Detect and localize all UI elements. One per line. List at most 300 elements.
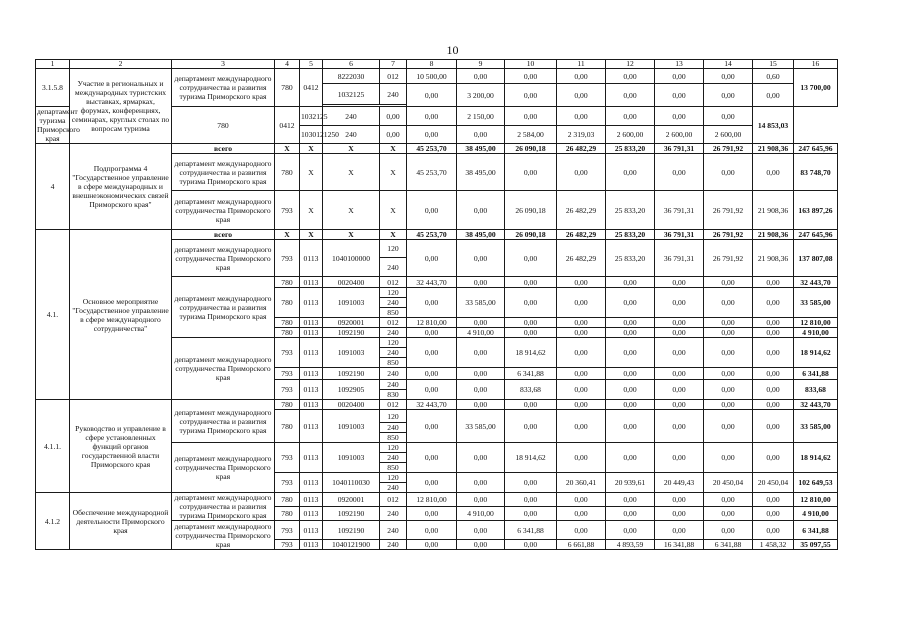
table-cell: 12 810,00 [794,493,838,507]
table-cell: 0,60 [753,69,794,84]
table-cell: 240 [380,423,407,433]
table-cell: 0,00 [380,126,407,144]
table-cell: 0113 [300,493,323,507]
table-cell: 0,00 [505,240,557,277]
table-cell: 240 [380,348,407,358]
table-cell: 0,00 [505,410,557,443]
table-cell: 10 500,00 [407,69,457,84]
table-cell: 32 443,70 [794,277,838,288]
table-cell: 0,00 [505,507,557,521]
table-cell: 0113 [300,380,323,400]
table-cell: X [300,191,323,230]
table-cell: 0,00 [457,443,505,473]
table-cell: 1092190 [323,328,380,338]
table-cell: 0,00 [753,154,794,191]
table-cell: 0,00 [505,84,557,107]
table-cell: 793 [275,443,300,473]
table-row [36,400,838,410]
table-cell: 1032125 [300,107,323,126]
table-cell: 137 807,08 [794,240,838,277]
table-cell: 240 [380,453,407,463]
table-cell: 0,00 [380,107,407,126]
table-cell: 793 [275,368,300,380]
table-row [36,230,838,240]
table-cell: 32 443,70 [794,400,838,410]
table-cell: 0412 [275,107,300,144]
table-cell: 4 910,00 [794,328,838,338]
table-cell: 0,00 [704,507,753,521]
table-cell: департамент международного сотрудничества Приморского края [172,521,275,550]
table-cell: 0,00 [753,507,794,521]
table-cell: 0,00 [655,154,704,191]
table-cell: 6 341,88 [794,368,838,380]
table-cell: 0,00 [655,521,704,540]
table-cell: 240 [380,368,407,380]
table-cell: 25 833,20 [606,230,655,240]
table-cell: 0,00 [704,84,753,107]
table-cell: 120 [380,240,407,258]
table-cell: 0,00 [407,240,457,277]
table-cell: 0,00 [457,493,505,507]
table-cell: 2 150,00 [457,107,505,126]
table-cell: 4 910,00 [794,507,838,521]
column-header-12: 12 [606,60,655,69]
table-row [36,144,838,154]
table-cell: 25 833,20 [606,191,655,230]
table-cell: 0,00 [655,507,704,521]
table-cell: 0,00 [407,410,457,443]
table-cell: 45 253,70 [407,230,457,240]
table-cell: X [380,154,407,191]
table-cell: 0,00 [753,410,794,443]
table-cell: 26 090,18 [505,230,557,240]
table-cell: 793 [275,338,300,368]
table-cell: 1 458,32 [753,540,794,550]
table-cell: 0,00 [557,338,606,368]
table-cell: 780 [275,400,300,410]
table-cell: департамент международного сотрудничества и развития туризма Приморского края [172,69,275,107]
table-cell: 13 700,00 [794,69,838,107]
table-cell: 26 090,18 [505,144,557,154]
table-cell: 1091003 [323,338,380,368]
table-cell: 0,00 [704,288,753,318]
table-cell: X [380,144,407,154]
column-header-10: 10 [505,60,557,69]
table-cell: 0,00 [606,507,655,521]
table-cell: 26 791,92 [704,230,753,240]
table-cell: 793 [275,380,300,400]
table-cell: 012 [380,277,407,288]
table-cell: 1040110030 [323,473,380,493]
table-cell: 25 833,20 [606,144,655,154]
header-row [36,60,838,69]
table-cell: 0,00 [505,69,557,84]
table-cell: 26 482,29 [557,191,606,230]
table-cell: 0,00 [704,410,753,443]
table-cell: 0,00 [704,154,753,191]
table-cell: 1092190 [323,521,380,540]
table-cell: 0,00 [606,410,655,443]
table-cell: 0113 [300,277,323,288]
table-cell: 18 914,62 [505,338,557,368]
table-cell: 0,00 [655,338,704,368]
table-cell: 240 [380,84,407,105]
table-cell: 0,00 [407,84,457,107]
table-cell: 793 [275,473,300,493]
table-cell: 012 [380,493,407,507]
table-cell: 20 449,43 [655,473,704,493]
table-cell: 38 495,00 [457,230,505,240]
table-cell: 26 791,92 [704,144,753,154]
table-cell: 0,00 [753,443,794,473]
table-cell: 0,00 [606,277,655,288]
table-cell: 0113 [300,473,323,493]
table-cell: 780 [275,288,300,318]
table-cell: всего [172,144,275,154]
table-cell: 0,00 [407,288,457,318]
table-cell: 240 [380,328,407,338]
table-cell: 4 910,00 [457,328,505,338]
column-header-6: 6 [323,60,380,69]
table-cell: 4.1. [36,230,70,400]
table-cell: департамент международного сотрудничества Приморского края [172,443,275,493]
table-cell: 780 [275,328,300,338]
table-cell: департамент международного сотрудничества Приморского края [172,191,275,230]
table-cell: X [323,154,380,191]
column-header-7: 7 [380,60,407,69]
table-cell: Подпрограмма 4 "Государственное управление в сфере международных и внешнеэкономических связей Приморского края" [70,144,172,230]
table-cell: 36 791,31 [655,230,704,240]
table-cell: 240 [380,380,407,390]
table-cell: 0113 [300,338,323,368]
table-cell: 0,00 [655,380,704,400]
table-cell: 850 [380,463,407,473]
table-cell: 0,00 [606,368,655,380]
table-cell: 4.1.1. [36,400,70,493]
table-cell: Основное мероприятие "Государственное управление в сфере международного сотрудничества" [70,230,172,400]
column-header-11: 11 [557,60,606,69]
table-cell: 0020400 [323,277,380,288]
column-header-4: 4 [275,60,300,69]
table-cell: 780 [275,507,300,521]
table-cell: 0,00 [457,338,505,368]
table-cell: 0113 [300,368,323,380]
table-cell: 0,00 [557,410,606,443]
table-cell: 25 833,20 [606,240,655,277]
table-cell: 26 791,92 [704,240,753,277]
table-cell: 1040121900 [323,540,380,550]
table-cell: 0,00 [655,84,704,107]
table-cell: 45 253,70 [407,144,457,154]
table-cell: 21 908,36 [753,191,794,230]
table-cell: 793 [275,191,300,230]
table-cell: всего [172,230,275,240]
table-cell: 0,00 [557,400,606,410]
table-cell: 1092190 [323,507,380,521]
table-cell: 4 910,00 [457,507,505,521]
table-cell: 3.1.5.8 [36,69,70,107]
table-cell: 1091003 [323,443,380,473]
table-cell: 45 253,70 [407,154,457,191]
table-cell: 0920001 [323,318,380,328]
table-cell: 240 [380,521,407,540]
table-cell: 120 [380,288,407,298]
table-cell: 0,00 [704,328,753,338]
table-cell: 12 810,00 [407,493,457,507]
table-cell: 0,00 [704,380,753,400]
table-cell: 0,00 [753,84,794,107]
table-cell: 780 [275,410,300,443]
table-row [36,493,838,507]
table-cell: 0,00 [704,107,753,126]
table-cell: 14 853,03 [753,107,794,144]
table-cell: 0113 [300,288,323,318]
table-cell: 1091003 [323,288,380,318]
table-cell: X [300,144,323,154]
table-cell: 0,00 [655,107,704,126]
column-header-1: 1 [36,60,70,69]
table-cell: 26 791,92 [704,191,753,230]
table-cell: 0,00 [606,493,655,507]
table-cell: 793 [275,521,300,540]
table-cell: 26 482,29 [557,144,606,154]
table-cell: 0,00 [655,328,704,338]
table-cell: 0,00 [457,540,505,550]
table-cell: 32 443,70 [407,400,457,410]
table-cell: 0,00 [457,318,505,328]
table-cell: 18 914,62 [794,338,838,368]
table-cell: 0,00 [505,318,557,328]
table-cell: 163 897,26 [794,191,838,230]
table-cell: 0,00 [457,240,505,277]
table-cell: 12 810,00 [794,318,838,328]
table-cell: X [323,230,380,240]
table-cell: 012 [380,400,407,410]
table-cell: 0,00 [704,493,753,507]
table-cell: 0,00 [557,328,606,338]
table-cell: 793 [275,240,300,277]
table-cell: 1040100000 [323,240,380,277]
table-cell: 0113 [300,240,323,277]
table-cell: 1030121250 [300,126,323,144]
table-cell: 0412 [300,69,323,107]
table-cell: X [275,230,300,240]
table-cell: 0,00 [753,493,794,507]
table-cell: 0,00 [557,107,606,126]
table-cell: X [323,144,380,154]
table-cell: 0113 [300,443,323,473]
table-cell: 0,00 [505,288,557,318]
table-cell: X [300,230,323,240]
table-cell: 12 810,00 [407,318,457,328]
table-cell: 6 341,88 [505,521,557,540]
table-cell: 780 [275,69,300,107]
table-cell: 0,00 [505,493,557,507]
table-cell: 780 [275,318,300,328]
table-cell: 0,00 [505,400,557,410]
table-cell: 0,00 [753,288,794,318]
table-cell: 2 600,00 [606,126,655,144]
table-cell: 0,00 [655,410,704,443]
table-cell: 0,00 [753,277,794,288]
table-cell: 0,00 [457,521,505,540]
table-cell: 0,00 [457,69,505,84]
table-cell: 850 [380,308,407,318]
table-cell: 0,00 [505,154,557,191]
table-cell: 240 [380,483,407,493]
table-cell: 0113 [300,400,323,410]
table-cell: департамент туризма Приморского края [37,107,80,143]
table-cell: 0,00 [407,380,457,400]
column-header-9: 9 [457,60,505,69]
table-cell: 120 [380,443,407,453]
table-cell: 240 [323,126,380,144]
table-cell: 0,00 [557,154,606,191]
table-cell: 0,00 [704,521,753,540]
table-cell: 0,00 [407,126,457,144]
table-body [36,60,838,550]
table-cell: департамент международного сотрудничества и развития туризма Приморского края [172,154,275,191]
table-cell: 18 914,62 [505,443,557,473]
table-cell: 0,00 [704,368,753,380]
table-cell: 0,00 [557,493,606,507]
table-cell: 32 443,70 [407,277,457,288]
table-cell: 0,00 [753,400,794,410]
table-cell: 240 [380,507,407,521]
table-cell: 0,00 [704,338,753,368]
table-cell: 26 482,29 [557,230,606,240]
table-cell: 6 341,88 [794,521,838,540]
table-cell: 0113 [300,521,323,540]
table-cell: 850 [380,433,407,443]
table-cell: 0,00 [557,318,606,328]
table-cell: 240 [380,258,407,277]
table-cell: 0,00 [407,473,457,493]
table-cell: 780 [275,154,300,191]
table-cell: 0020400 [323,400,380,410]
table-cell: 0113 [300,410,323,443]
table-cell: 0,00 [753,328,794,338]
table-cell: 0,00 [505,473,557,493]
table-cell: 21 908,36 [753,144,794,154]
table-cell: 8222030 [323,69,380,84]
table-cell: 0,00 [606,154,655,191]
table-cell: 0,00 [753,338,794,368]
table-cell: 0,00 [557,507,606,521]
table-cell: департамент международного сотрудничества и развития туризма Приморского края [172,493,275,521]
table-cell: 780 [275,277,300,288]
table-cell: 240 [323,107,380,126]
table-cell: 0,00 [704,69,753,84]
table-cell: 0,00 [457,400,505,410]
table-cell: 0,00 [557,69,606,84]
table-cell: 20 360,41 [557,473,606,493]
table-cell: 33 585,00 [457,288,505,318]
table-cell: 0,00 [606,443,655,473]
table-cell: 38 495,00 [457,154,505,191]
table-cell: 0,00 [457,380,505,400]
table-cell: 1092190 [323,368,380,380]
table-cell: 38 495,00 [457,144,505,154]
table-cell: 830 [380,390,407,400]
table-cell: 120 [380,410,407,423]
table-cell: департамент международного сотрудничества и развития туризма Приморского края [172,400,275,443]
table-cell: 0,00 [606,380,655,400]
table-cell: департамент международного сотрудничества Приморского края [172,338,275,400]
table-cell: 012 [380,69,407,84]
table-cell: 33 585,00 [457,410,505,443]
table-cell: 0,00 [557,443,606,473]
table-cell: 21 908,36 [753,240,794,277]
table-cell: 120 [380,473,407,483]
table-cell: 0,00 [505,540,557,550]
table-cell: Обеспечение международной деятельности Приморского края [70,493,172,550]
table-cell: 0,00 [407,507,457,521]
table-cell: 0,00 [557,288,606,318]
table-cell: 247 645,96 [794,144,838,154]
table-cell: 012 [380,318,407,328]
table-cell: 4 [36,144,70,230]
table-cell: Участие в региональных и международных туристских выставках, ярмарках, форумах, конференциях, семинарах, круглых столах по вопросам туризма [70,69,172,144]
table-cell: 0,00 [505,328,557,338]
table-cell: 0,00 [557,368,606,380]
table-cell: 6 341,88 [704,540,753,550]
table-cell: 0,00 [704,400,753,410]
table-cell: 2 319,03 [557,126,606,144]
table-cell: 850 [380,358,407,368]
table-cell: 2 600,00 [704,126,753,144]
table-cell: 0,00 [753,521,794,540]
table-cell: 833,68 [794,380,838,400]
table-cell: 0113 [300,328,323,338]
table-cell: 0,00 [704,318,753,328]
table-cell: 2 600,00 [655,126,704,144]
table-cell: 33 585,00 [794,288,838,318]
column-header-16: 16 [794,60,838,69]
table-cell: 0,00 [407,521,457,540]
table-cell: 0,00 [407,107,457,126]
table-cell: 16 341,88 [655,540,704,550]
table-cell: X [380,191,407,230]
table-cell: 0,00 [407,328,457,338]
table-cell: 0,00 [557,277,606,288]
column-header-5: 5 [300,60,323,69]
table-cell: 21 908,36 [753,230,794,240]
page-number: 10 [446,43,459,57]
table-cell: 0113 [300,540,323,550]
table-cell: 0,00 [407,191,457,230]
table-cell: 0,00 [407,338,457,368]
column-header-2: 2 [70,60,172,69]
table-cell: 120 [380,338,407,348]
table-cell: 0,00 [655,277,704,288]
table-cell: 0,00 [407,368,457,380]
table-cell: 833,68 [505,380,557,400]
table-cell: 0,00 [606,69,655,84]
table-cell: 0,00 [407,540,457,550]
table-cell: 0,00 [606,318,655,328]
column-header-15: 15 [753,60,794,69]
table-cell: 20 450,04 [704,473,753,493]
table-cell: 793 [275,540,300,550]
table-cell: 102 649,53 [794,473,838,493]
table-cell: 0,00 [655,318,704,328]
table-cell: 0,00 [753,318,794,328]
table-cell: 0,00 [606,521,655,540]
column-header-14: 14 [704,60,753,69]
table-cell: 3 200,00 [457,84,505,107]
table-cell: 0,00 [606,288,655,318]
